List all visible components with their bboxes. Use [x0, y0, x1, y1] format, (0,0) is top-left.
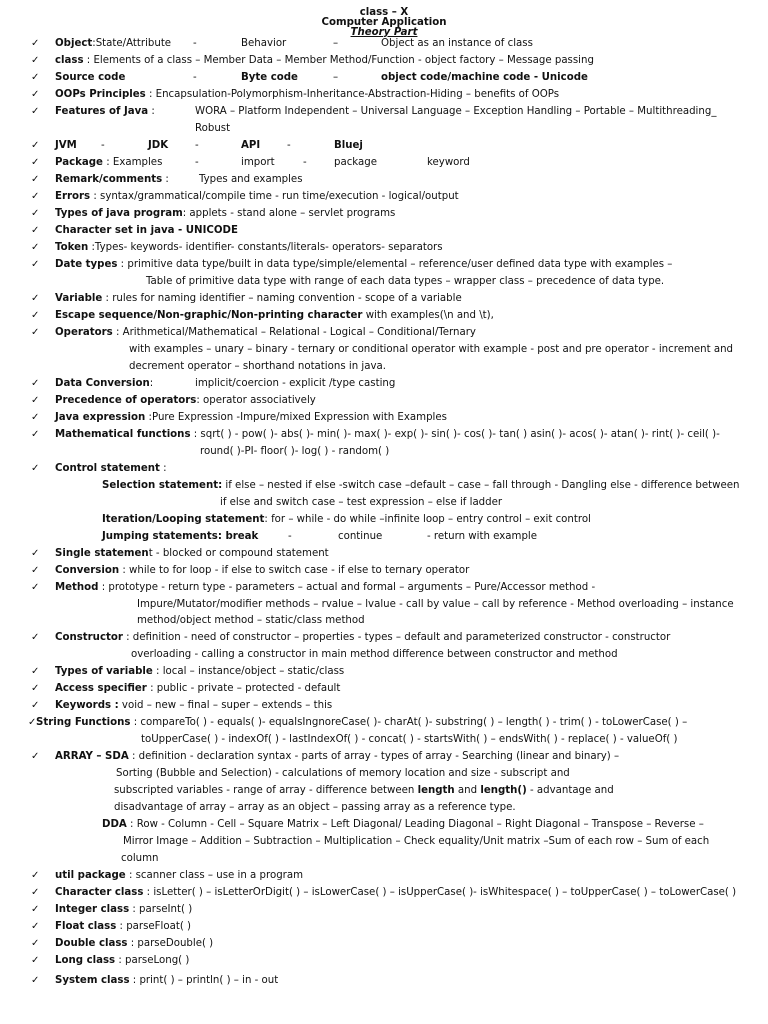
topic-text — [55, 256, 672, 273]
checkmark-icon: ✓ — [31, 174, 40, 185]
topic-text — [55, 375, 153, 392]
dda-cont-1: Mirror Image – Addition – Subtraction – Multiplication – Check equality/Unit matrix –Sum of each row – Sum of each — [123, 836, 710, 847]
topic-label: OOPs Principles — [55, 89, 146, 100]
topic-label: Double class — [55, 938, 128, 949]
topic-text — [55, 867, 303, 884]
iteration-text: : for – while - do while –infinite loop – entry control – exit control — [264, 514, 591, 525]
topic-text — [55, 188, 459, 205]
topic-label: Object — [55, 38, 93, 49]
topic-text — [55, 324, 476, 341]
topic-row — [0, 545, 768, 562]
topic-label: Types of java program — [55, 208, 183, 219]
method-cont-1: Impure/Mutator/modifier methods – rvalue – lvalue - call by value – call by reference - Method overloading – instance — [137, 599, 734, 610]
topic-row — [0, 290, 768, 307]
topic-detail: t - blocked or compound statement — [148, 548, 329, 559]
topic-text — [55, 748, 619, 765]
topic-row — [0, 307, 768, 324]
topic-text — [55, 680, 340, 697]
topic-detail: : applets - stand alone – servlet programs — [182, 208, 396, 219]
topic-row — [0, 460, 768, 477]
jumping-continue: continue — [338, 531, 383, 542]
topic-label: Remark/comments — [55, 174, 163, 185]
title-part: Theory Part — [350, 27, 418, 38]
checkmark-icon: ✓ — [31, 38, 40, 49]
topic-label: Constructor — [55, 632, 123, 643]
topic-text — [55, 222, 238, 239]
topic-text — [55, 884, 736, 901]
checkmark-icon: ✓ — [31, 378, 40, 389]
selection-cont: if else and switch case – test expression – else if ladder — [220, 497, 503, 508]
topic-text — [55, 545, 329, 562]
topic-row — [0, 680, 768, 697]
string-cont: toUpperCase( ) - indexOf( ) - lastIndexOf( ) - concat( ) - startsWith( ) – endsWith( ) - replace( ) - valueOf( ) — [141, 734, 678, 745]
topic-detail: : definition - need of constructor – properties - types – default and parameterized constructor - constructor — [122, 632, 671, 643]
source-dash-1: - — [193, 72, 197, 83]
topic-detail: : Elements of a class – Member Data – Member Method/Function - object factory – Message passing — [83, 55, 594, 66]
topic-row — [0, 867, 768, 884]
topic-text — [55, 290, 462, 307]
topic-label: Data Conversion — [55, 378, 150, 389]
topic-text — [36, 714, 687, 731]
topic-detail: : print( ) – println( ) – in - out — [129, 975, 279, 986]
topic-text — [55, 103, 155, 120]
topic-label: Date types — [55, 259, 118, 270]
topic-row — [0, 663, 768, 680]
topic-detail: : Examples — [102, 157, 163, 168]
operators-cont-1: with examples – unary – binary - ternary or conditional operator with example - post and pre operator - increment and — [129, 344, 734, 355]
topic-detail: : operator associatively — [196, 395, 316, 406]
package-dash-2: - — [303, 157, 307, 168]
checkmark-icon: ✓ — [31, 904, 40, 915]
checkmark-icon: ✓ — [31, 310, 40, 321]
checkmark-icon: ✓ — [31, 887, 40, 898]
datatypes-cont: Table of primitive data type with range of each data types – wrapper class – precedence of data type. — [146, 276, 665, 287]
topic-text — [55, 69, 125, 86]
checkmark-icon: ✓ — [31, 582, 40, 593]
topic-text — [55, 663, 344, 680]
checkmark-icon: ✓ — [31, 293, 40, 304]
topic-label: Errors — [55, 191, 91, 202]
topic-row — [0, 205, 768, 222]
topic-detail: : prototype - return type - parameters – actual and formal – arguments – Pure/Accessor method - — [98, 582, 596, 593]
topic-detail: : parseLong( ) — [115, 955, 190, 966]
topic-detail: : local – instance/object – static/class — [152, 666, 345, 677]
checkmark-icon: ✓ — [31, 225, 40, 236]
checkmark-icon: ✓ — [28, 717, 37, 728]
remark-types: Types and examples — [199, 174, 303, 185]
topic-text — [55, 307, 494, 324]
topic-row — [0, 579, 768, 596]
topic-label: Long class — [55, 955, 116, 966]
topic-label: Keywords : — [55, 700, 119, 711]
topic-detail: : scanner class – use in a program — [125, 870, 304, 881]
checkmark-icon: ✓ — [31, 140, 40, 151]
topic-row — [0, 748, 768, 765]
array-cont-3: disadvantage of array – array as an object – passing array as a reference type. — [114, 802, 516, 813]
topic-label: Types of variable — [55, 666, 153, 677]
topic-label: Control statement — [55, 463, 160, 474]
topic-detail: :Types- keywords- identifier- constants/literals- operators- separators — [88, 242, 443, 253]
topic-row — [0, 392, 768, 409]
topic-detail: : public - private – protected - default — [146, 683, 341, 694]
topic-detail: : parseInt( ) — [129, 904, 193, 915]
checkmark-icon: ✓ — [31, 463, 40, 474]
topic-label: Method — [55, 582, 99, 593]
array-cont-2e: - advantage and — [526, 785, 614, 796]
topic-label: JVM — [55, 140, 77, 151]
checkmark-icon: ✓ — [31, 700, 40, 711]
topic-detail: : parseDouble( ) — [127, 938, 214, 949]
topic-label: Token — [55, 242, 89, 253]
object-instance: Object as an instance of class — [381, 38, 533, 49]
array-cont-2a: subscripted variables - range of array - difference between — [114, 785, 418, 796]
array-and: and — [454, 785, 481, 796]
topic-row — [0, 52, 768, 69]
checkmark-icon: ✓ — [31, 870, 40, 881]
checkmark-icon: ✓ — [31, 565, 40, 576]
math-cont: round( )-PI- floor( )- log( ) - random( ) — [200, 446, 390, 457]
selection-statement — [102, 477, 739, 494]
jvm-dash-1: - — [101, 140, 105, 151]
topic-label: Source code — [55, 72, 126, 83]
topic-text — [55, 409, 447, 426]
topic-label: Single statemen — [55, 548, 149, 559]
topic-detail: : — [159, 463, 167, 474]
checkmark-icon: ✓ — [31, 89, 40, 100]
topic-detail: :Pure Expression -Impure/mixed Expression with Examples — [145, 412, 447, 423]
topic-detail: : — [162, 174, 169, 185]
topic-label: class — [55, 55, 84, 66]
topic-row — [0, 154, 768, 171]
topic-text — [55, 205, 395, 222]
checkmark-icon: ✓ — [31, 938, 40, 949]
jvm-dash-3: - — [287, 140, 291, 151]
topic-row — [0, 324, 768, 341]
topic-text — [55, 629, 670, 646]
object-behavior: Behavior — [241, 38, 287, 49]
topic-text — [55, 697, 332, 714]
object-dash-1: - — [193, 38, 197, 49]
topic-detail: : — [149, 378, 154, 389]
checkmark-icon: ✓ — [31, 106, 40, 117]
topic-row — [0, 935, 768, 952]
topic-detail: : syntax/grammatical/compile time - run time/execution - logical/output — [90, 191, 459, 202]
topic-row — [0, 222, 768, 239]
package-keyword: keyword — [427, 157, 470, 168]
title-subject: Computer Application — [321, 17, 447, 28]
checkmark-icon: ✓ — [31, 751, 40, 762]
topic-row — [0, 714, 768, 731]
topic-text — [55, 460, 167, 477]
topic-detail: : compareTo( ) - equals( )- equalsIngnoreCase( )- charAt( )- substring( ) – length( ) - trim( ) - toLowerCase( ) – — [130, 717, 688, 728]
checkmark-icon: ✓ — [31, 157, 40, 168]
topic-text — [55, 579, 595, 596]
topic-text — [55, 171, 169, 188]
topic-text — [55, 935, 213, 952]
topic-row — [0, 972, 768, 989]
features-text: WORA – Platform Independent – Universal Language – Exception Handling – Portable – Multithreading_ — [195, 106, 717, 117]
topic-row — [0, 697, 768, 714]
topic-label: Float class — [55, 921, 117, 932]
checkmark-icon: ✓ — [31, 548, 40, 559]
source-dash-2: – — [333, 72, 339, 83]
package-import: import — [241, 157, 275, 168]
topic-label: Mathematical functions — [55, 429, 191, 440]
topic-text — [55, 562, 469, 579]
operators-cont-2: decrement operator – shorthand notations in java. — [129, 361, 386, 372]
topic-row — [0, 901, 768, 918]
conversion-implicit: implicit/coercion - explicit /type casting — [195, 378, 396, 389]
checkmark-icon: ✓ — [31, 208, 40, 219]
topic-detail: : while to for loop - if else to switch case - if else to ternary operator — [119, 565, 470, 576]
array-cont-1: Sorting (Bubble and Selection) - calculations of memory location and size - subscript and — [116, 768, 570, 779]
topic-label: Precedence of operators — [55, 395, 197, 406]
jvm-bluej: Bluej — [334, 140, 363, 151]
topic-text — [55, 239, 443, 256]
checkmark-icon: ✓ — [31, 72, 40, 83]
constructor-cont: overloading - calling a constructor in main method difference between constructor and method — [131, 649, 618, 660]
jumping-return: - return with example — [427, 531, 538, 542]
topic-label: Escape sequence/Non-graphic/Non-printing character — [55, 310, 363, 321]
topic-text — [55, 86, 559, 103]
topic-label: Access specifier — [55, 683, 147, 694]
topic-detail: : parseFloat( ) — [116, 921, 192, 932]
topic-label: ARRAY – SDA — [55, 751, 129, 762]
selection-text: if else – nested if else -switch case –default – case – fall through - Dangling else - difference between — [222, 480, 740, 491]
topic-row — [0, 171, 768, 188]
topic-label: Package — [55, 157, 103, 168]
checkmark-icon: ✓ — [31, 666, 40, 677]
jumping-dash: - — [288, 531, 292, 542]
checkmark-icon: ✓ — [31, 921, 40, 932]
topic-detail: : isLetter( ) – isLetterOrDigit( ) – isLowerCase( ) – isUpperCase( )- isWhitespace( ) – toUpperCase( ) – toLowerCase( ) — [143, 887, 737, 898]
topic-text — [55, 52, 594, 69]
jumping-label: Jumping statements: break — [102, 531, 259, 542]
features-cont: Robust — [195, 123, 231, 134]
iteration-label: Iteration/Looping statement — [102, 514, 265, 525]
checkmark-icon: ✓ — [31, 242, 40, 253]
checkmark-icon: ✓ — [31, 632, 40, 643]
checkmark-icon: ✓ — [31, 955, 40, 966]
topic-detail: :State/Attribute — [92, 38, 172, 49]
topic-label: Character set in java - UNICODE — [55, 225, 238, 236]
topic-label: Character class — [55, 887, 144, 898]
topic-text — [55, 154, 162, 171]
topic-text — [55, 918, 191, 935]
object-dash-2: – — [333, 38, 339, 49]
topic-label: Variable — [55, 293, 103, 304]
checkmark-icon: ✓ — [31, 395, 40, 406]
checkmark-icon: ✓ — [31, 975, 40, 986]
topic-text — [55, 952, 189, 969]
topic-row — [0, 86, 768, 103]
topic-row — [0, 426, 768, 443]
method-cont-2: method/object method – static/class method — [137, 615, 365, 626]
topic-text — [55, 392, 316, 409]
topic-row — [0, 239, 768, 256]
topic-label: Integer class — [55, 904, 130, 915]
package-package: package — [334, 157, 378, 168]
checkmark-icon: ✓ — [31, 259, 40, 270]
topic-label: Conversion — [55, 565, 120, 576]
topic-row — [0, 952, 768, 969]
topic-row — [0, 409, 768, 426]
topic-text — [55, 137, 77, 154]
topic-row — [0, 629, 768, 646]
topic-text — [55, 426, 720, 443]
checkmark-icon: ✓ — [31, 55, 40, 66]
topic-row — [0, 884, 768, 901]
topic-label: Features of Java — [55, 106, 149, 117]
topic-row — [0, 137, 768, 154]
checkmark-icon: ✓ — [31, 327, 40, 338]
checkmark-icon: ✓ — [31, 683, 40, 694]
dda-line — [102, 816, 704, 833]
jvm-api: API — [241, 140, 261, 151]
topic-row — [0, 188, 768, 205]
topic-text — [55, 972, 278, 989]
topic-detail: void – new – final – super – extends – this — [118, 700, 333, 711]
array-cont-2 — [114, 782, 614, 799]
topic-label: util package — [55, 870, 126, 881]
topic-label: System class — [55, 975, 130, 986]
title-class: class – X — [359, 7, 409, 18]
topic-detail: : rules for naming identifier – naming convention - scope of a variable — [102, 293, 462, 304]
topic-row — [0, 562, 768, 579]
topic-detail: : primitive data type/built in data type/simple/elemental – reference/user defined data type with examples – — [117, 259, 673, 270]
checkmark-icon: ✓ — [31, 429, 40, 440]
topic-detail: : — [148, 106, 155, 117]
topic-detail: : Encapsulation-Polymorphism-Inheritance-Abstraction-Hiding – benefits of OOPs — [145, 89, 560, 100]
package-dash-1: - — [195, 157, 199, 168]
source-byte-code: Byte code — [241, 72, 298, 83]
dda-cont-2: column — [121, 853, 159, 864]
dda-label: DDA — [102, 819, 127, 830]
jvm-dash-2: - — [195, 140, 199, 151]
array-length-fn: length() — [480, 785, 527, 796]
selection-label: Selection statement: — [102, 480, 223, 491]
topic-text — [55, 35, 171, 52]
checkmark-icon: ✓ — [31, 191, 40, 202]
topic-row — [0, 918, 768, 935]
array-length: length — [417, 785, 455, 796]
topic-label: String Functions — [36, 717, 131, 728]
dda-text: : Row - Column - Cell – Square Matrix – Left Diagonal/ Leading Diagonal – Right Diagonal – Transpose – Reverse – — [126, 819, 704, 830]
topic-label: Operators — [55, 327, 113, 338]
topic-detail: : definition - declaration syntax - parts of array - types of array - Searching (linear and binary) – — [128, 751, 620, 762]
topic-detail: : Arithmetical/Mathematical – Relational - Logical – Conditional/Ternary — [112, 327, 476, 338]
topic-label: Java expression — [55, 412, 146, 423]
topic-row — [0, 256, 768, 273]
jvm-jdk: JDK — [148, 140, 169, 151]
checkmark-icon: ✓ — [31, 412, 40, 423]
iteration-statement — [102, 511, 591, 528]
topic-detail: with examples(\n and \t), — [362, 310, 494, 321]
source-object-code: object code/machine code - Unicode — [381, 72, 588, 83]
topic-detail: : sqrt( ) - pow( )- abs( )- min( )- max( )- exp( )- sin( )- cos( )- tan( ) asin( )- acos( )- atan( )- rint( )- ceil( )- — [190, 429, 720, 440]
topic-text — [55, 901, 192, 918]
